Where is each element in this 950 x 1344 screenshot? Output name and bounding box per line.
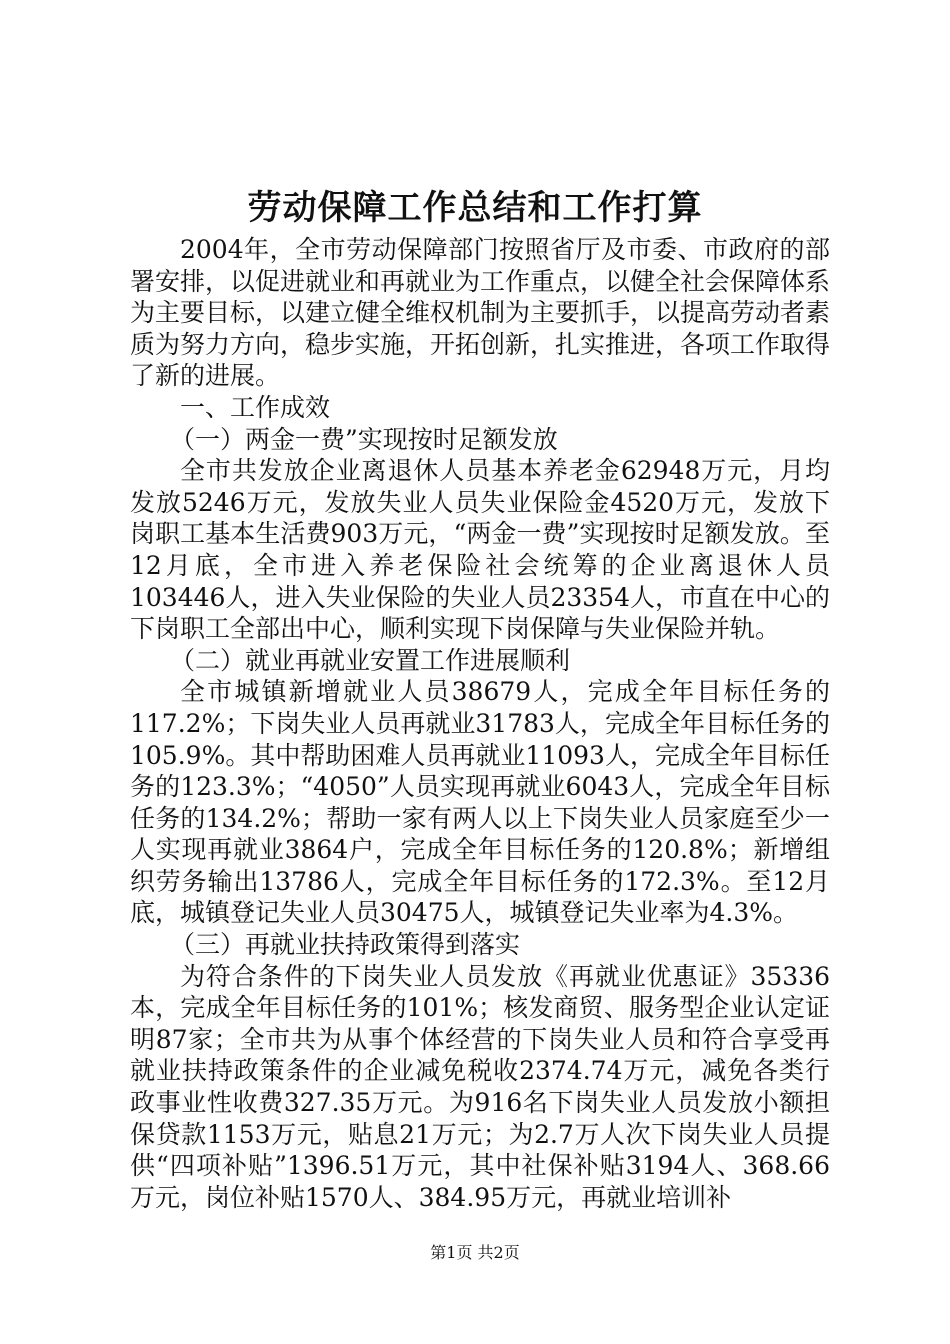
body-paragraph: 全市城镇新增就业人员38679人，完成全年目标任务的117.2%；下岗失业人员再就业31783人，完成全年目标任务的105.9%。其中帮助困难人员再就业11093人，完成全年目标任务的123.3%；“4050”人员实现再就业6043人，完成全年目标任务的134.2%；帮助一家有两人以上下岗失业人员家庭至少一人实现再就业3864户，完成全年目标任务的120.8%；新增组织劳务输出13786人，完成全年目标任务的172.3%。至12月底，城镇登记失业人员30475人，城镇登记失业率为4.3%。 [130,677,830,928]
body-paragraph: 全市共发放企业离退休人员基本养老金62948万元，月均发放5246万元，发放失业人员失业保险金4520万元，发放下岗职工基本生活费903万元，“两金一费”实现按时足额发放。至12月底，全市进入养老保险社会统筹的企业离退休人员103446人，进入失业保险的失业人员23354人，市直在中心的下岗职工全部出中心，顺利实现下岗保障与失业保险并轨。 [130,456,830,644]
intro-paragraph: 2004年，全市劳动保障部门按照省厅及市委、市政府的部署安排，以促进就业和再就业为工作重点，以健全社会保障体系为主要目标，以建立健全维权机制为主要抓手，以提高劳动者素质为努力方向，稳步实施，开拓创新，扎实推进，各项工作取得了新的进展。 [130,235,831,391]
body-paragraph: 为符合条件的下岗失业人员发放《再就业优惠证》35336本，完成全年目标任务的101%；核发商贸、服务型企业认定证明87家；全市共为从事个体经营的下岗失业人员和符合享受再就业扶持政策条件的企业减免税收2374.74万元，减免各类行政事业性收费327.35万元。为916名下岗失业人员发放小额担保贷款1153万元，贴息21万元；为2.7万人次下岗失业人员提供“四项补贴”1396.51万元，其中社保补贴3194人、368.66万元，岗位补贴1570人、384.95万元，再就业培训补 [130,961,830,1212]
page-footer: 第1页 共2页 [430,1243,520,1262]
subsection-heading: （一）两金一费”实现按时足额发放 [170,424,558,454]
document-title: 劳动保障工作总结和工作打算 [247,188,703,228]
subsection-heading: （三）再就业扶持政策得到落实 [170,930,521,960]
section-heading: 一、工作成效 [180,392,331,422]
document-body [130,234,830,1213]
subsection-heading: （二）就业再就业安置工作进展顺利 [170,645,571,675]
